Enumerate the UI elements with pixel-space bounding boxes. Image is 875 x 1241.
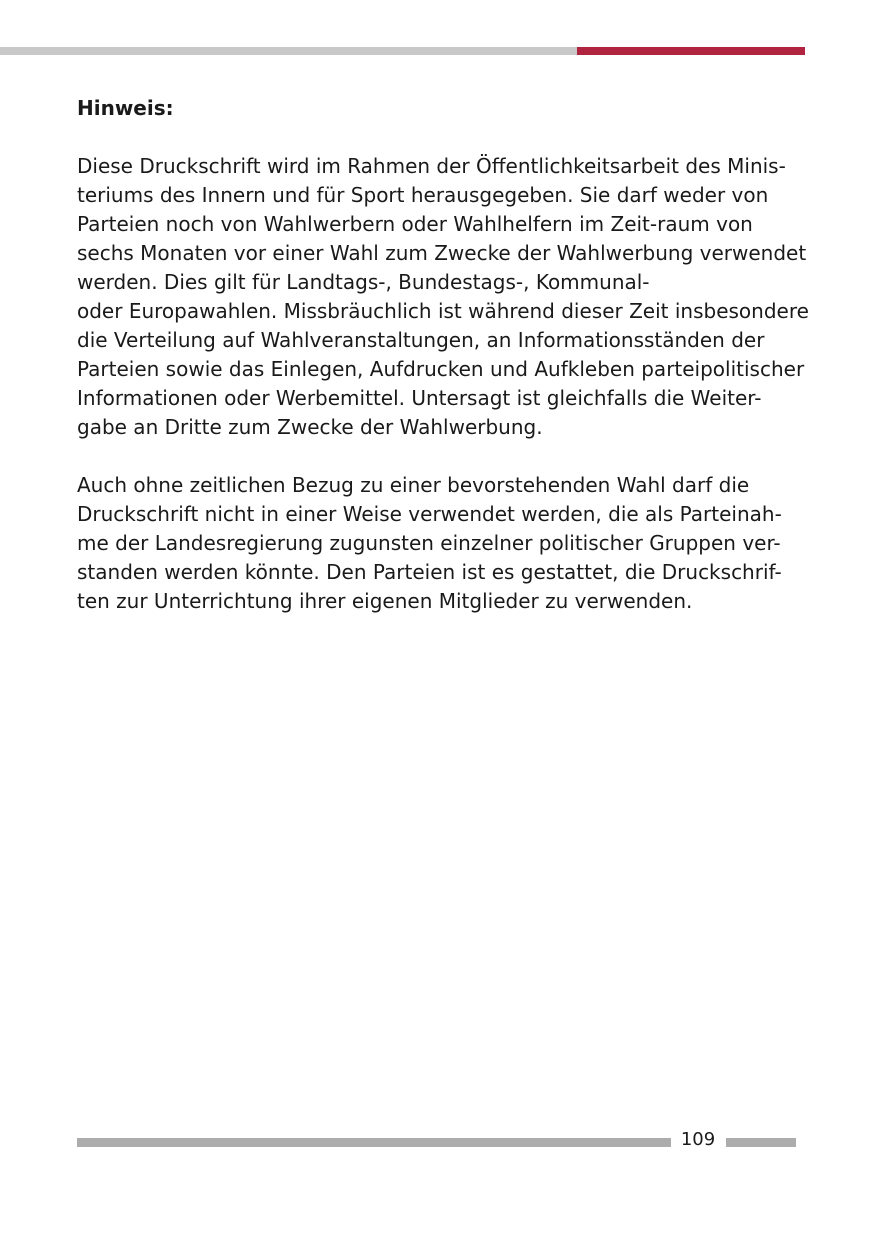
footer-divider-right [726, 1138, 796, 1147]
text-line: Informationen oder Werbemittel. Untersagt ist gleichfalls die Weiter- [77, 386, 762, 410]
text-line: die Verteilung auf Wahlveranstaltungen, an Informationsständen der [77, 328, 765, 352]
notice-heading: Hinweis: [77, 96, 174, 120]
text-line: standen werden könnte. Den Parteien ist es gestattet, die Druckschrif- [77, 560, 782, 584]
text-line: oder Europawahlen. Missbräuchlich ist während dieser Zeit insbesondere [77, 299, 809, 323]
notice-paragraph-2 [77, 471, 807, 616]
text-line: sechs Monaten vor einer Wahl zum Zwecke der Wahlwerbung verwendet [77, 241, 807, 265]
header-divider-accent [577, 47, 805, 55]
text-line: me der Landesregierung zugunsten einzelner politischer Gruppen ver- [77, 531, 781, 555]
text-line: Auch ohne zeitlichen Bezug zu einer bevorstehenden Wahl darf die [77, 473, 750, 497]
notice-paragraph-1 [77, 152, 807, 442]
header-divider-grey [0, 47, 577, 55]
document-body [77, 94, 807, 616]
page-number: 109 [680, 1129, 716, 1150]
footer-divider-left [77, 1138, 671, 1147]
text-line: Parteien sowie das Einlegen, Aufdrucken und Aufkleben parteipolitischer [77, 357, 805, 381]
text-line: gabe an Dritte zum Zwecke der Wahlwerbung. [77, 415, 543, 439]
text-line: ten zur Unterrichtung ihrer eigenen Mitglieder zu verwenden. [77, 589, 693, 613]
text-line: teriums des Innern und für Sport herausgegeben. Sie darf weder von [77, 183, 769, 207]
text-line: Druckschrift nicht in einer Weise verwendet werden, die als Parteinah- [77, 502, 782, 526]
text-line: werden. Dies gilt für Landtags-, Bundestags-, Kommunal- [77, 270, 650, 294]
text-line: Parteien noch von Wahlwerbern oder Wahlhelfern im Zeit-raum von [77, 212, 753, 236]
text-line: Diese Druckschrift wird im Rahmen der Öffentlichkeitsarbeit des Minis- [77, 154, 786, 178]
